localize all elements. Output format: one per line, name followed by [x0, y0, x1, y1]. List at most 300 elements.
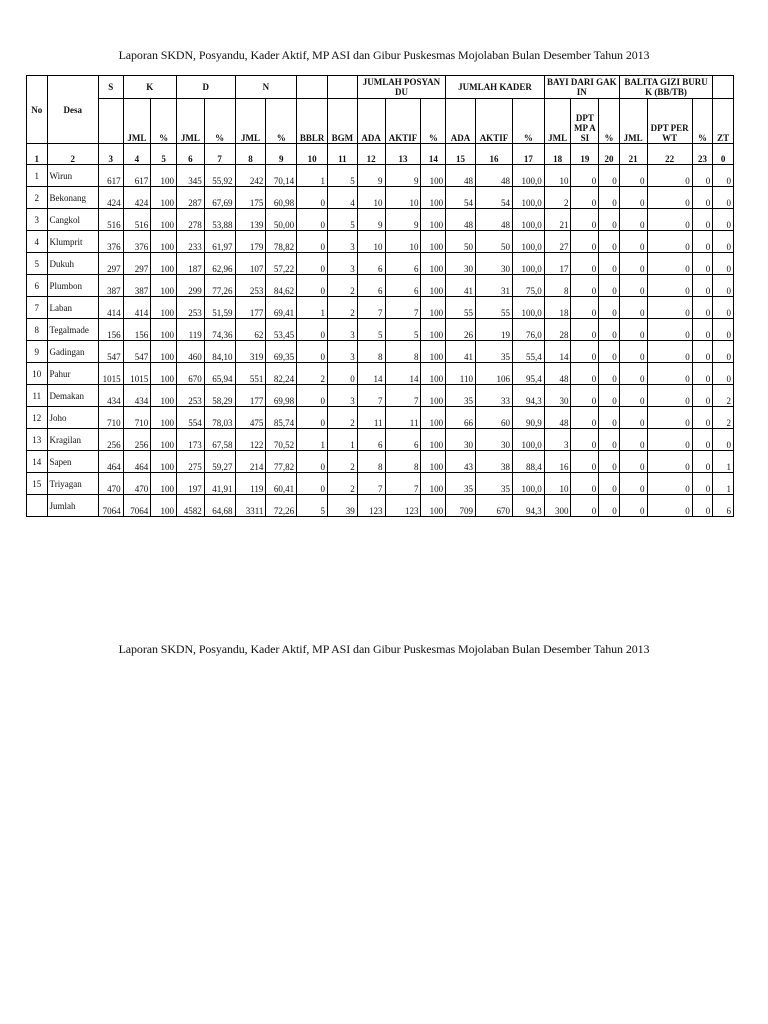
table-cell: 60 — [475, 407, 512, 429]
village-name: Dukuh — [47, 253, 98, 275]
table-cell: 0 — [571, 451, 599, 473]
village-name: Wirun — [47, 165, 98, 187]
table-cell: 0 — [297, 473, 328, 495]
header-no: No — [27, 76, 48, 144]
column-number: 14 — [421, 144, 446, 165]
table-row — [27, 407, 734, 429]
table-cell: 345 — [177, 165, 205, 187]
table-cell: 62,96 — [204, 253, 235, 275]
table-cell: 100 — [151, 341, 177, 363]
table-row — [27, 297, 734, 319]
table-cell: 11 — [27, 385, 48, 407]
table-cell: 100 — [421, 407, 446, 429]
table-cell: 100 — [421, 495, 446, 517]
table-cell: 11 — [357, 407, 385, 429]
table-cell: 670 — [475, 495, 512, 517]
table-cell: 0 — [619, 297, 647, 319]
table-cell: 122 — [235, 429, 266, 451]
table-cell: 100 — [151, 451, 177, 473]
column-number: 23 — [692, 144, 713, 165]
table-cell: 5 — [327, 209, 357, 231]
table-cell: 0 — [619, 231, 647, 253]
table-cell: 10 — [544, 473, 571, 495]
table-cell: 1015 — [98, 363, 123, 385]
table-cell: 3 — [327, 253, 357, 275]
header-posyandu: JUMLAH POSYANDU — [357, 76, 445, 99]
table-cell: 0 — [619, 385, 647, 407]
table-cell: 28 — [544, 319, 571, 341]
table-cell: 35 — [475, 341, 512, 363]
table-cell: 14 — [27, 451, 48, 473]
table-cell: 6 — [27, 275, 48, 297]
table-cell: 516 — [123, 209, 151, 231]
table-cell: 123 — [357, 495, 385, 517]
table-cell: 77,26 — [204, 275, 235, 297]
table-cell: 84,62 — [266, 275, 297, 297]
table-cell: 434 — [98, 385, 123, 407]
table-cell: 41 — [446, 275, 476, 297]
table-cell: 59,27 — [204, 451, 235, 473]
table-cell: 100 — [421, 319, 446, 341]
table-cell: 617 — [98, 165, 123, 187]
table-cell: 100 — [421, 275, 446, 297]
table-cell: 0 — [692, 473, 713, 495]
table-cell: 434 — [123, 385, 151, 407]
table-cell: 75,0 — [512, 275, 544, 297]
table-cell: 78,82 — [266, 231, 297, 253]
table-cell: 0 — [647, 165, 692, 187]
column-number: 21 — [619, 144, 647, 165]
table-cell: 110 — [446, 363, 476, 385]
table-cell: 300 — [544, 495, 571, 517]
table-cell: 48 — [544, 363, 571, 385]
table-cell: 35 — [446, 385, 476, 407]
table-cell: 173 — [177, 429, 205, 451]
table-cell: 100 — [421, 187, 446, 209]
table-cell: 5 — [27, 253, 48, 275]
table-cell: 0 — [647, 319, 692, 341]
table-cell: 4 — [27, 231, 48, 253]
table-cell: 0 — [647, 429, 692, 451]
table-cell: 4582 — [177, 495, 205, 517]
table-cell: 1015 — [123, 363, 151, 385]
table-cell: 376 — [98, 231, 123, 253]
column-number: 15 — [446, 144, 476, 165]
table-cell: 710 — [98, 407, 123, 429]
table-cell: 2 — [297, 363, 328, 385]
table-row — [27, 451, 734, 473]
table-cell: 6 — [385, 429, 421, 451]
table-cell: 7 — [385, 297, 421, 319]
table-cell: 242 — [235, 165, 266, 187]
table-cell: 58,29 — [204, 385, 235, 407]
table-cell: 100 — [151, 363, 177, 385]
table-cell: 0 — [571, 275, 599, 297]
table-header-sub: JML % JML % JML % BBLR BGM ADA AKTIF % ADA AKTIF % JML DPT MP ASI % JML DPT PERWT % ZT — [27, 99, 734, 144]
column-number: 4 — [123, 144, 151, 165]
table-cell: 0 — [571, 187, 599, 209]
table-cell: 100 — [421, 297, 446, 319]
table-cell: 424 — [98, 187, 123, 209]
table-cell: 6 — [357, 429, 385, 451]
table-cell: 100,0 — [512, 473, 544, 495]
table-row — [27, 363, 734, 385]
table-cell: 0 — [713, 341, 734, 363]
table-cell: 107 — [235, 253, 266, 275]
table-cell: 16 — [544, 451, 571, 473]
table-cell: 10 — [357, 231, 385, 253]
table-row — [27, 385, 734, 407]
table-cell: 2 — [713, 407, 734, 429]
table-cell: 41 — [446, 341, 476, 363]
table-cell: 12 — [27, 407, 48, 429]
table-cell: 100,0 — [512, 209, 544, 231]
table-cell: 0 — [692, 385, 713, 407]
table-cell: 48 — [475, 165, 512, 187]
village-name: Kragilan — [47, 429, 98, 451]
table-cell: 0 — [619, 407, 647, 429]
table-cell: 0 — [297, 209, 328, 231]
table-cell: 14 — [357, 363, 385, 385]
table-cell: 50 — [446, 231, 476, 253]
table-cell: 55,4 — [512, 341, 544, 363]
table-cell: 0 — [297, 275, 328, 297]
table-cell: 1 — [297, 429, 328, 451]
table-cell: 100,0 — [512, 297, 544, 319]
table-cell: 0 — [599, 275, 620, 297]
table-cell: 65,94 — [204, 363, 235, 385]
table-cell: 0 — [297, 341, 328, 363]
table-cell: 3311 — [235, 495, 266, 517]
table-cell: 8 — [385, 451, 421, 473]
table-cell: 0 — [599, 451, 620, 473]
column-number: 0 — [713, 144, 734, 165]
table-cell: 0 — [713, 165, 734, 187]
table-cell: 77,82 — [266, 451, 297, 473]
table-cell: 0 — [599, 495, 620, 517]
table-cell: 0 — [692, 297, 713, 319]
table-cell: 253 — [235, 275, 266, 297]
table-cell: 2 — [327, 407, 357, 429]
table-cell: 5 — [357, 319, 385, 341]
table-cell: 1 — [327, 429, 357, 451]
header-s: S — [98, 76, 123, 99]
table-cell: 14 — [385, 363, 421, 385]
village-name: Cangkol — [47, 209, 98, 231]
table-cell: 0 — [619, 319, 647, 341]
table-cell: 299 — [177, 275, 205, 297]
table-cell: 100 — [151, 209, 177, 231]
table-cell: 2 — [327, 473, 357, 495]
column-number: 20 — [599, 144, 620, 165]
table-cell — [27, 495, 48, 517]
table-cell: 1 — [713, 473, 734, 495]
table-cell: 53,45 — [266, 319, 297, 341]
table-cell: 100 — [421, 253, 446, 275]
table-cell: 8 — [544, 275, 571, 297]
table-cell: 0 — [647, 451, 692, 473]
table-cell: 10 — [385, 187, 421, 209]
table-cell: 55 — [446, 297, 476, 319]
table-cell: 0 — [692, 165, 713, 187]
table-cell: 95,4 — [512, 363, 544, 385]
table-cell: 55,92 — [204, 165, 235, 187]
table-cell: 233 — [177, 231, 205, 253]
table-cell: 100 — [421, 473, 446, 495]
table-cell: 0 — [599, 341, 620, 363]
table-cell: 100 — [151, 429, 177, 451]
table-cell: 710 — [123, 407, 151, 429]
table-cell: 0 — [619, 363, 647, 385]
table-cell: 0 — [571, 165, 599, 187]
table-cell: 0 — [619, 253, 647, 275]
table-cell: 31 — [475, 275, 512, 297]
table-cell: 48 — [446, 209, 476, 231]
table-cell: 0 — [692, 407, 713, 429]
table-cell: 0 — [713, 231, 734, 253]
table-cell: 2 — [327, 297, 357, 319]
table-cell: 30 — [475, 429, 512, 451]
table-cell: 9 — [385, 165, 421, 187]
header-kader: JUMLAH KADER — [446, 76, 545, 99]
table-cell: 38 — [475, 451, 512, 473]
table-cell: 123 — [385, 495, 421, 517]
table-cell: 61,97 — [204, 231, 235, 253]
table-cell: 0 — [692, 231, 713, 253]
table-cell: 0 — [713, 187, 734, 209]
table-cell: 0 — [297, 319, 328, 341]
table-cell: 0 — [692, 209, 713, 231]
table-cell: 0 — [647, 407, 692, 429]
table-cell: 0 — [692, 341, 713, 363]
table-cell: 376 — [123, 231, 151, 253]
column-number: 8 — [235, 144, 266, 165]
table-cell: 2 — [27, 187, 48, 209]
table-cell: 30 — [475, 253, 512, 275]
table-cell: 0 — [571, 253, 599, 275]
table-cell: 414 — [123, 297, 151, 319]
table-cell: 7064 — [98, 495, 123, 517]
table-cell: 2 — [327, 275, 357, 297]
table-cell: 60,98 — [266, 187, 297, 209]
table-cell: 11 — [385, 407, 421, 429]
table-cell: 0 — [713, 275, 734, 297]
table-cell: 0 — [647, 495, 692, 517]
table-cell: 100,0 — [512, 231, 544, 253]
table-row — [27, 187, 734, 209]
table-cell: 554 — [177, 407, 205, 429]
table-cell: 100,0 — [512, 165, 544, 187]
table-cell: 76,0 — [512, 319, 544, 341]
table-cell: 2 — [713, 385, 734, 407]
village-name: Gadingan — [47, 341, 98, 363]
table-cell: 256 — [123, 429, 151, 451]
table-cell: 3 — [27, 209, 48, 231]
table-cell: 0 — [571, 429, 599, 451]
table-cell: 0 — [713, 297, 734, 319]
table-cell: 0 — [571, 297, 599, 319]
table-cell: 64,68 — [204, 495, 235, 517]
report-title-repeat: Laporan SKDN, Posyandu, Kader Aktif, MP ASI dan Gibur Puskesmas Mojolaban Bulan Desember Tahun 2013 — [118, 642, 650, 656]
table-cell: 70,14 — [266, 165, 297, 187]
table-cell: 253 — [177, 297, 205, 319]
table-cell: 0 — [713, 253, 734, 275]
report-body — [27, 165, 734, 517]
header-gizi: BALITA GIZI BURUK (BB/TB) — [619, 76, 712, 99]
table-cell: 50,00 — [266, 209, 297, 231]
table-cell: 0 — [619, 495, 647, 517]
table-cell: 10 — [544, 165, 571, 187]
table-cell: 5 — [297, 495, 328, 517]
table-cell: 0 — [297, 407, 328, 429]
table-cell: 85,74 — [266, 407, 297, 429]
table-cell: 0 — [647, 209, 692, 231]
column-number: 22 — [647, 144, 692, 165]
village-name: Klumprit — [47, 231, 98, 253]
table-cell: 54 — [475, 187, 512, 209]
table-cell: 14 — [544, 341, 571, 363]
table-cell: 100 — [151, 165, 177, 187]
village-name: Plumbon — [47, 275, 98, 297]
table-cell: 297 — [123, 253, 151, 275]
column-number: 13 — [385, 144, 421, 165]
column-number: 9 — [266, 144, 297, 165]
table-cell: 0 — [599, 253, 620, 275]
header-k: K — [123, 76, 176, 99]
table-cell: 5 — [385, 319, 421, 341]
table-cell: 0 — [647, 297, 692, 319]
table-cell: 55 — [475, 297, 512, 319]
table-cell: 0 — [713, 319, 734, 341]
table-cell: 67,69 — [204, 187, 235, 209]
table-cell: 297 — [98, 253, 123, 275]
table-cell: 100 — [151, 495, 177, 517]
table-cell: 0 — [647, 187, 692, 209]
village-name: Demakan — [47, 385, 98, 407]
table-cell: 0 — [599, 209, 620, 231]
table-cell: 88,4 — [512, 451, 544, 473]
table-cell: 100 — [151, 275, 177, 297]
table-cell: 2 — [544, 187, 571, 209]
table-cell: 187 — [177, 253, 205, 275]
column-number: 1 — [27, 144, 48, 165]
table-cell: 424 — [123, 187, 151, 209]
table-cell: 84,10 — [204, 341, 235, 363]
table-cell: 0 — [619, 187, 647, 209]
table-cell: 72,26 — [266, 495, 297, 517]
table-cell: 35 — [446, 473, 476, 495]
table-cell: 156 — [123, 319, 151, 341]
table-cell: 69,41 — [266, 297, 297, 319]
table-cell: 0 — [647, 341, 692, 363]
header-n: N — [235, 76, 297, 99]
column-number: 16 — [475, 144, 512, 165]
table-cell: 9 — [357, 209, 385, 231]
table-cell: 60,41 — [266, 473, 297, 495]
table-row — [27, 253, 734, 275]
table-cell: 100 — [421, 429, 446, 451]
table-cell: 1 — [27, 165, 48, 187]
table-cell: 100 — [151, 385, 177, 407]
table-cell: 106 — [475, 363, 512, 385]
table-cell: 6 — [357, 275, 385, 297]
table-cell: 70,52 — [266, 429, 297, 451]
table-cell: 8 — [357, 451, 385, 473]
table-cell: 156 — [98, 319, 123, 341]
column-number: 7 — [204, 144, 235, 165]
table-cell: 100 — [151, 231, 177, 253]
table-cell: 0 — [692, 187, 713, 209]
table-cell: 0 — [599, 165, 620, 187]
table-cell: 82,24 — [266, 363, 297, 385]
table-cell: 179 — [235, 231, 266, 253]
table-cell: 0 — [692, 363, 713, 385]
column-number: 12 — [357, 144, 385, 165]
table-cell: 9 — [385, 209, 421, 231]
table-cell: 0 — [619, 429, 647, 451]
table-cell: 547 — [123, 341, 151, 363]
table-cell: 551 — [235, 363, 266, 385]
table-cell: 10 — [385, 231, 421, 253]
table-cell: 0 — [599, 231, 620, 253]
table-cell: 0 — [571, 407, 599, 429]
table-cell: 0 — [297, 451, 328, 473]
table-cell: 0 — [297, 385, 328, 407]
table-cell: 100 — [421, 451, 446, 473]
table-cell: 66 — [446, 407, 476, 429]
table-cell: 6 — [713, 495, 734, 517]
table-cell: 0 — [692, 495, 713, 517]
table-cell: 48 — [446, 165, 476, 187]
column-number: 5 — [151, 144, 177, 165]
table-cell: 0 — [647, 231, 692, 253]
table-header-top — [27, 76, 734, 99]
table-cell: 0 — [692, 451, 713, 473]
table-cell: 0 — [713, 209, 734, 231]
village-name: Jumlah — [47, 495, 98, 517]
table-cell: 100 — [421, 341, 446, 363]
table-cell: 35 — [475, 473, 512, 495]
table-cell: 100 — [151, 253, 177, 275]
table-cell: 7 — [357, 385, 385, 407]
table-cell: 62 — [235, 319, 266, 341]
table-cell: 19 — [475, 319, 512, 341]
table-cell: 177 — [235, 297, 266, 319]
column-number: 3 — [98, 144, 123, 165]
table-cell: 90,9 — [512, 407, 544, 429]
table-cell: 0 — [571, 319, 599, 341]
table-cell: 39 — [327, 495, 357, 517]
table-cell: 214 — [235, 451, 266, 473]
table-cell: 8 — [27, 319, 48, 341]
column-number: 18 — [544, 144, 571, 165]
table-cell: 0 — [692, 275, 713, 297]
table-cell: 100 — [151, 407, 177, 429]
table-cell: 48 — [544, 407, 571, 429]
table-cell: 41,91 — [204, 473, 235, 495]
table-cell: 470 — [98, 473, 123, 495]
table-cell: 0 — [599, 187, 620, 209]
table-cell: 3 — [544, 429, 571, 451]
column-number: 6 — [177, 144, 205, 165]
table-cell: 7 — [385, 473, 421, 495]
table-cell: 69,35 — [266, 341, 297, 363]
table-cell: 0 — [599, 407, 620, 429]
table-cell: 7064 — [123, 495, 151, 517]
table-cell: 278 — [177, 209, 205, 231]
table-cell: 670 — [177, 363, 205, 385]
table-cell: 0 — [297, 187, 328, 209]
